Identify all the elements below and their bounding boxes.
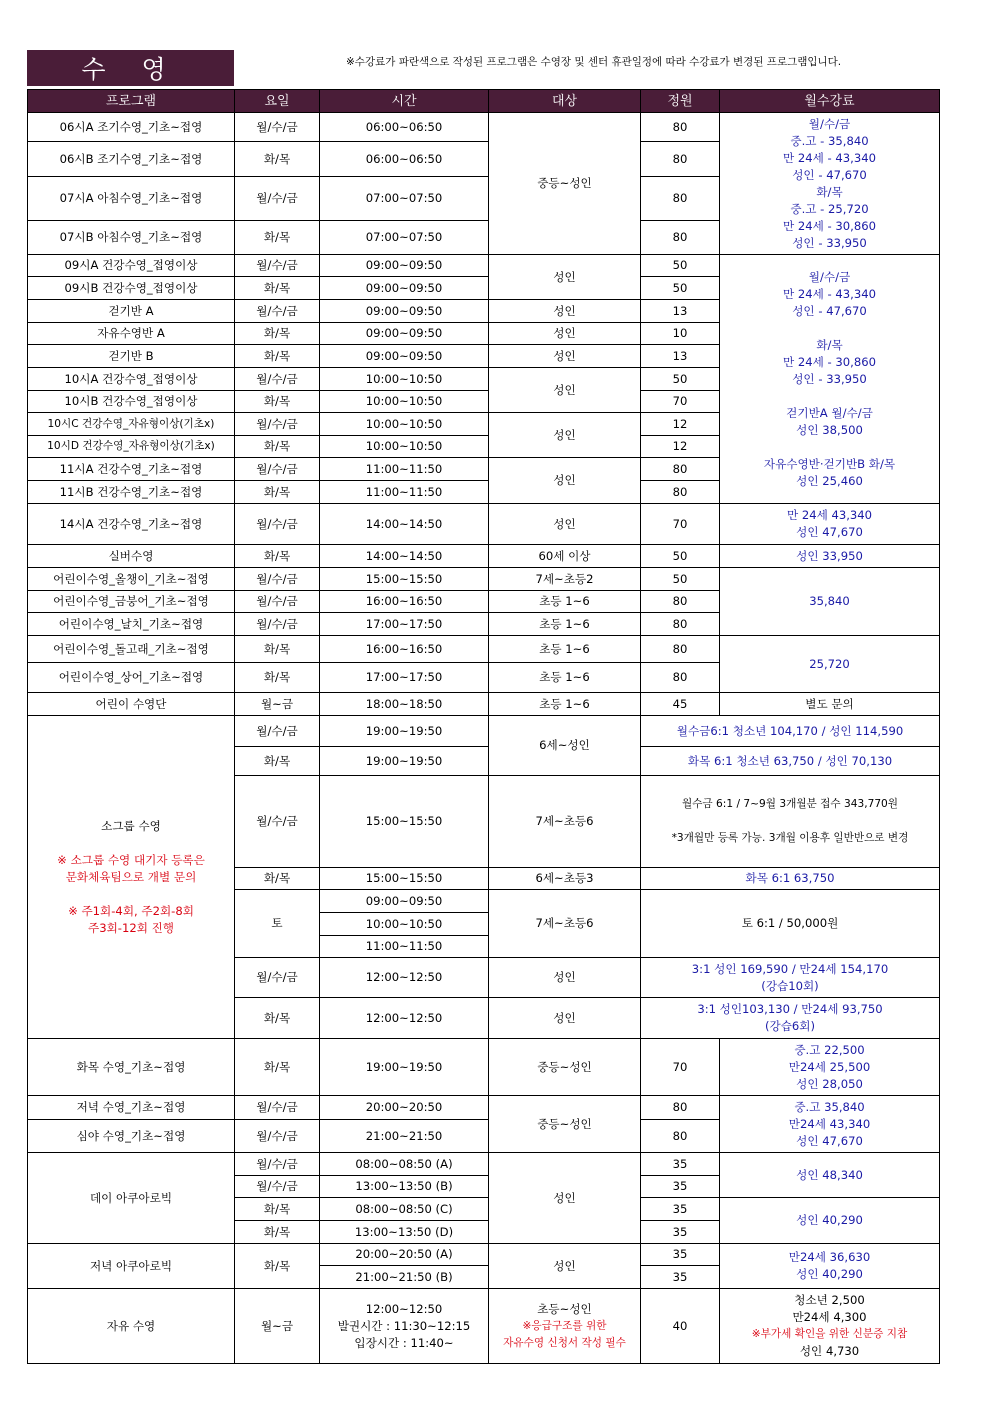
fee-cell: 성인 33,950 bbox=[720, 545, 940, 568]
time-cell: 13:00~13:50 (B) bbox=[320, 1176, 489, 1198]
capacity-cell: 80 bbox=[641, 221, 720, 255]
capacity-cell: 80 bbox=[641, 481, 720, 504]
time-cell: 10:00~10:50 bbox=[320, 413, 489, 436]
target-cell: 성인 bbox=[489, 323, 641, 345]
time-cell: 10:00~10:50 bbox=[320, 368, 489, 391]
program-cell: 10시C 건강수영_자유형이상(기초x) bbox=[28, 413, 235, 436]
target-cell: 성인 bbox=[489, 958, 641, 998]
program-cell: 06시B 조기수영_기초~접영 bbox=[28, 142, 235, 177]
day-cell: 월/수/금 bbox=[235, 1096, 320, 1120]
target-cell: 성인 bbox=[489, 255, 641, 300]
capacity-cell: 12 bbox=[641, 413, 720, 436]
fee-cell: 화목 6:1 63,750 bbox=[641, 868, 940, 890]
day-cell: 월/수/금 bbox=[235, 300, 320, 323]
fee-cell: 만 24세 43,340 성인 47,670 bbox=[720, 504, 940, 545]
time-cell: 11:00~11:50 bbox=[320, 936, 489, 958]
day-cell: 화/목 bbox=[235, 1244, 320, 1289]
capacity-cell: 40 bbox=[641, 1289, 720, 1364]
target-cell: 6세~초등3 bbox=[489, 868, 641, 890]
day-cell: 월~금 bbox=[235, 1289, 320, 1364]
time-cell: 09:00~09:50 bbox=[320, 323, 489, 345]
capacity-cell: 13 bbox=[641, 345, 720, 368]
schedule-table bbox=[27, 89, 940, 1364]
program-cell: 걷기반 A bbox=[28, 300, 235, 323]
fee-notice: ※수강료가 파란색으로 작성된 프로그램은 수영장 및 센터 휴관일정에 따라 수강료가 변경된 프로그램입니다. bbox=[346, 56, 842, 68]
capacity-cell: 35 bbox=[641, 1153, 720, 1176]
time-cell: 15:00~15:50 bbox=[320, 568, 489, 591]
capacity-cell: 80 bbox=[641, 142, 720, 177]
table-header bbox=[28, 90, 940, 113]
fee-cell: 월수금 6:1 / 7~9월 3개월분 접수 343,770원 *3개월만 등록 가능. 3개월 이용후 일반반으로 변경 bbox=[641, 776, 940, 868]
capacity-cell: 80 bbox=[641, 1120, 720, 1153]
day-cell: 화/목 bbox=[235, 277, 320, 300]
day-cell: 월/수/금 bbox=[235, 255, 320, 277]
time-cell: 09:00~09:50 bbox=[320, 277, 489, 300]
capacity-cell: 35 bbox=[641, 1198, 720, 1221]
capacity-cell: 12 bbox=[641, 436, 720, 458]
program-cell: 어린이수영_돌고래_기초~접영 bbox=[28, 636, 235, 663]
time-cell: 09:00~09:50 bbox=[320, 255, 489, 277]
target-cell: 성인 bbox=[489, 368, 641, 413]
day-cell: 월/수/금 bbox=[235, 568, 320, 591]
time-cell: 12:00~12:50 발권시간 : 11:30~12:15 입장시간 : 11:40~ bbox=[320, 1289, 489, 1364]
program-cell: 11시A 건강수영_기초~접영 bbox=[28, 458, 235, 481]
day-cell: 화/목 bbox=[235, 636, 320, 663]
time-cell: 21:00~21:50 (B) bbox=[320, 1266, 489, 1289]
program-cell: 09시B 건강수영_접영이상 bbox=[28, 277, 235, 300]
time-cell: 11:00~11:50 bbox=[320, 481, 489, 504]
fee-cell: 중.고 22,500 만24세 25,500 성인 28,050 bbox=[720, 1039, 940, 1096]
program-cell: 자유수영반 A bbox=[28, 323, 235, 345]
time-cell: 21:00~21:50 bbox=[320, 1120, 489, 1153]
capacity-cell: 80 bbox=[641, 177, 720, 221]
fee-cell: 토 6:1 / 50,000원 bbox=[641, 890, 940, 958]
program-cell: 어린이수영_금붕어_기초~접영 bbox=[28, 591, 235, 613]
capacity-cell: 80 bbox=[641, 113, 720, 142]
day-cell: 월/수/금 bbox=[235, 458, 320, 481]
table-row bbox=[28, 1289, 940, 1364]
program-cell: 화목 수영_기초~접영 bbox=[28, 1039, 235, 1096]
day-cell: 화/목 bbox=[235, 747, 320, 776]
day-cell: 화/목 bbox=[235, 1198, 320, 1221]
header-capacity: 정원 bbox=[641, 90, 720, 113]
target-cell: 중등~성인 bbox=[489, 113, 641, 255]
header-program: 프로그램 bbox=[28, 90, 235, 113]
day-cell: 월/수/금 bbox=[235, 1153, 320, 1176]
day-cell: 월/수/금 bbox=[235, 1120, 320, 1153]
time-cell: 09:00~09:50 bbox=[320, 345, 489, 368]
capacity-cell: 13 bbox=[641, 300, 720, 323]
capacity-cell: 50 bbox=[641, 255, 720, 277]
program-cell: 어린이수영_올챙이_기초~접영 bbox=[28, 568, 235, 591]
program-cell: 어린이수영_상어_기초~접영 bbox=[28, 663, 235, 693]
capacity-cell: 35 bbox=[641, 1244, 720, 1266]
day-cell: 화/목 bbox=[235, 1221, 320, 1244]
day-cell: 화/목 bbox=[235, 998, 320, 1039]
fee-cell: 성인 48,340 bbox=[720, 1153, 940, 1198]
table-row bbox=[28, 113, 940, 142]
fee-cell: 월/수/금 만 24세 - 43,340 성인 - 47,670 화/목 만 24세 - 30,860 성인 - 33,950 걷기반A 월/수/금 성인 38,500 자유수영반·걷기반B 화/목 성인 25,460 bbox=[720, 255, 940, 504]
day-cell: 화/목 bbox=[235, 436, 320, 458]
fee-cell: 3:1 성인103,130 / 만24세 93,750 (강습6회) bbox=[641, 998, 940, 1039]
program-cell: 14시A 건강수영_기초~접영 bbox=[28, 504, 235, 545]
time-cell: 17:00~17:50 bbox=[320, 663, 489, 693]
fee-cell: 35,840 bbox=[720, 568, 940, 636]
time-cell: 08:00~08:50 (C) bbox=[320, 1198, 489, 1221]
program-cell: 데이 아쿠아로빅 bbox=[28, 1153, 235, 1244]
day-cell: 화/목 bbox=[235, 221, 320, 255]
time-cell: 08:00~08:50 (A) bbox=[320, 1153, 489, 1176]
table-row bbox=[28, 693, 940, 716]
target-cell: 초등~성인 ※응급구조를 위한 자유수영 신청서 작성 필수 bbox=[489, 1289, 641, 1364]
day-cell: 월/수/금 bbox=[235, 776, 320, 868]
time-cell: 19:00~19:50 bbox=[320, 1039, 489, 1096]
day-cell: 화/목 bbox=[235, 142, 320, 177]
time-cell: 06:00~06:50 bbox=[320, 142, 489, 177]
program-cell: 07시B 아침수영_기초~접영 bbox=[28, 221, 235, 255]
program-cell: 소그룹 수영 ※ 소그룹 수영 대기자 등록은 문화체육팀으로 개별 문의 ※ 주1회-4회, 주2회-8회 주3회-12회 진행 bbox=[28, 716, 235, 1039]
program-cell: 06시A 조기수영_기초~접영 bbox=[28, 113, 235, 142]
target-cell: 성인 bbox=[489, 345, 641, 368]
program-cell: 07시A 아침수영_기초~접영 bbox=[28, 177, 235, 221]
time-cell: 12:00~12:50 bbox=[320, 998, 489, 1039]
time-cell: 10:00~10:50 bbox=[320, 436, 489, 458]
day-cell: 월/수/금 bbox=[235, 1176, 320, 1198]
table-row bbox=[28, 716, 940, 747]
day-cell: 화/목 bbox=[235, 1039, 320, 1096]
program-cell: 10시D 건강수영_자유형이상(기초x) bbox=[28, 436, 235, 458]
program-cell: 10시A 건강수영_접영이상 bbox=[28, 368, 235, 391]
header-fee: 월수강료 bbox=[720, 90, 940, 113]
time-cell: 12:00~12:50 bbox=[320, 958, 489, 998]
program-cell: 저녁 수영_기초~접영 bbox=[28, 1096, 235, 1120]
fee-cell: 중.고 35,840 만24세 43,340 성인 47,670 bbox=[720, 1096, 940, 1153]
capacity-cell: 70 bbox=[641, 391, 720, 413]
table-row bbox=[28, 568, 940, 591]
target-cell: 성인 bbox=[489, 998, 641, 1039]
capacity-cell: 50 bbox=[641, 568, 720, 591]
day-cell: 월/수/금 bbox=[235, 413, 320, 436]
capacity-cell: 45 bbox=[641, 693, 720, 716]
day-cell: 월/수/금 bbox=[235, 613, 320, 636]
program-cell: 10시B 건강수영_접영이상 bbox=[28, 391, 235, 413]
time-cell: 13:00~13:50 (D) bbox=[320, 1221, 489, 1244]
day-cell: 화/목 bbox=[235, 481, 320, 504]
day-cell: 화/목 bbox=[235, 345, 320, 368]
target-cell: 성인 bbox=[489, 413, 641, 458]
fee-cell: 25,720 bbox=[720, 636, 940, 693]
time-cell: 10:00~10:50 bbox=[320, 913, 489, 936]
table-row bbox=[28, 1096, 940, 1120]
day-cell: 화/목 bbox=[235, 323, 320, 345]
time-cell: 19:00~19:50 bbox=[320, 716, 489, 747]
time-cell: 06:00~06:50 bbox=[320, 113, 489, 142]
header-time: 시간 bbox=[320, 90, 489, 113]
capacity-cell: 50 bbox=[641, 545, 720, 568]
time-cell: 14:00~14:50 bbox=[320, 545, 489, 568]
target-cell: 성인 bbox=[489, 458, 641, 504]
target-cell: 성인 bbox=[489, 504, 641, 545]
capacity-cell: 10 bbox=[641, 323, 720, 345]
target-cell: 중등~성인 bbox=[489, 1039, 641, 1096]
day-cell: 화/목 bbox=[235, 391, 320, 413]
capacity-cell: 80 bbox=[641, 591, 720, 613]
time-cell: 18:00~18:50 bbox=[320, 693, 489, 716]
capacity-cell: 80 bbox=[641, 1096, 720, 1120]
day-cell: 월/수/금 bbox=[235, 504, 320, 545]
capacity-cell: 80 bbox=[641, 458, 720, 481]
day-cell: 월/수/금 bbox=[235, 368, 320, 391]
time-cell: 20:00~20:50 bbox=[320, 1096, 489, 1120]
day-cell: 월/수/금 bbox=[235, 591, 320, 613]
table-row bbox=[28, 1153, 940, 1176]
time-cell: 20:00~20:50 (A) bbox=[320, 1244, 489, 1266]
day-cell: 화/목 bbox=[235, 663, 320, 693]
target-cell: 초등 1~6 bbox=[489, 636, 641, 663]
program-cell: 자유 수영 bbox=[28, 1289, 235, 1364]
day-cell: 월~금 bbox=[235, 693, 320, 716]
table-row bbox=[28, 636, 940, 663]
fee-cell: 3:1 성인 169,590 / 만24세 154,170 (강습10회) bbox=[641, 958, 940, 998]
day-cell: 월/수/금 bbox=[235, 716, 320, 747]
capacity-cell: 35 bbox=[641, 1176, 720, 1198]
table-row bbox=[28, 545, 940, 568]
table-row bbox=[28, 255, 940, 277]
capacity-cell: 35 bbox=[641, 1266, 720, 1289]
capacity-cell: 80 bbox=[641, 613, 720, 636]
day-cell: 월/수/금 bbox=[235, 958, 320, 998]
time-cell: 15:00~15:50 bbox=[320, 776, 489, 868]
time-cell: 16:00~16:50 bbox=[320, 591, 489, 613]
target-cell: 중등~성인 bbox=[489, 1096, 641, 1153]
program-cell: 걷기반 B bbox=[28, 345, 235, 368]
fee-cell: 별도 문의 bbox=[720, 693, 940, 716]
target-cell: 초등 1~6 bbox=[489, 613, 641, 636]
capacity-cell: 80 bbox=[641, 636, 720, 663]
time-cell: 09:00~09:50 bbox=[320, 300, 489, 323]
program-cell: 심야 수영_기초~접영 bbox=[28, 1120, 235, 1153]
time-cell: 16:00~16:50 bbox=[320, 636, 489, 663]
table-row bbox=[28, 1039, 940, 1096]
table-row bbox=[28, 1244, 940, 1266]
capacity-cell: 70 bbox=[641, 1039, 720, 1096]
page-title: 수 영 bbox=[27, 50, 234, 86]
program-cell: 어린이수영_날치_기초~접영 bbox=[28, 613, 235, 636]
target-cell: 성인 bbox=[489, 1244, 641, 1289]
day-cell: 화/목 bbox=[235, 868, 320, 890]
fee-cell: 청소년 2,500 만24세 4,300 ※부가세 확인을 위한 신분증 지참 성인 4,730 bbox=[720, 1289, 940, 1364]
time-cell: 14:00~14:50 bbox=[320, 504, 489, 545]
target-cell: 초등 1~6 bbox=[489, 663, 641, 693]
target-cell: 6세~성인 bbox=[489, 716, 641, 776]
target-cell: 성인 bbox=[489, 300, 641, 323]
time-cell: 17:00~17:50 bbox=[320, 613, 489, 636]
target-cell: 초등 1~6 bbox=[489, 693, 641, 716]
time-cell: 19:00~19:50 bbox=[320, 747, 489, 776]
fee-cell: 화목 6:1 청소년 63,750 / 성인 70,130 bbox=[641, 747, 940, 776]
fee-cell: 월수금6:1 청소년 104,170 / 성인 114,590 bbox=[641, 716, 940, 747]
capacity-cell: 70 bbox=[641, 504, 720, 545]
fee-cell: 성인 40,290 bbox=[720, 1198, 940, 1244]
day-cell: 월/수/금 bbox=[235, 177, 320, 221]
time-cell: 07:00~07:50 bbox=[320, 221, 489, 255]
header-target: 대상 bbox=[489, 90, 641, 113]
program-cell: 저녁 아쿠아로빅 bbox=[28, 1244, 235, 1289]
target-cell: 7세~초등6 bbox=[489, 890, 641, 958]
table-row bbox=[28, 504, 940, 545]
fee-cell: 만24세 36,630 성인 40,290 bbox=[720, 1244, 940, 1289]
program-cell: 11시B 건강수영_기초~접영 bbox=[28, 481, 235, 504]
target-cell: 초등 1~6 bbox=[489, 591, 641, 613]
time-cell: 11:00~11:50 bbox=[320, 458, 489, 481]
capacity-cell: 50 bbox=[641, 368, 720, 391]
fee-cell: 월/수/금 중.고 - 35,840 만 24세 - 43,340 성인 - 47,670 화/목 중.고 - 25,720 만 24세 - 30,860 성인 - 33,950 bbox=[720, 113, 940, 255]
program-cell: 실버수영 bbox=[28, 545, 235, 568]
time-cell: 15:00~15:50 bbox=[320, 868, 489, 890]
time-cell: 10:00~10:50 bbox=[320, 391, 489, 413]
day-cell: 토 bbox=[235, 890, 320, 958]
day-cell: 화/목 bbox=[235, 545, 320, 568]
target-cell: 60세 이상 bbox=[489, 545, 641, 568]
target-cell: 성인 bbox=[489, 1153, 641, 1244]
time-cell: 09:00~09:50 bbox=[320, 890, 489, 913]
capacity-cell: 50 bbox=[641, 277, 720, 300]
time-cell: 07:00~07:50 bbox=[320, 177, 489, 221]
capacity-cell: 35 bbox=[641, 1221, 720, 1244]
target-cell: 7세~초등2 bbox=[489, 568, 641, 591]
header-day: 요일 bbox=[235, 90, 320, 113]
capacity-cell: 80 bbox=[641, 663, 720, 693]
program-cell: 09시A 건강수영_접영이상 bbox=[28, 255, 235, 277]
program-cell: 어린이 수영단 bbox=[28, 693, 235, 716]
day-cell: 월/수/금 bbox=[235, 113, 320, 142]
target-cell: 7세~초등6 bbox=[489, 776, 641, 868]
